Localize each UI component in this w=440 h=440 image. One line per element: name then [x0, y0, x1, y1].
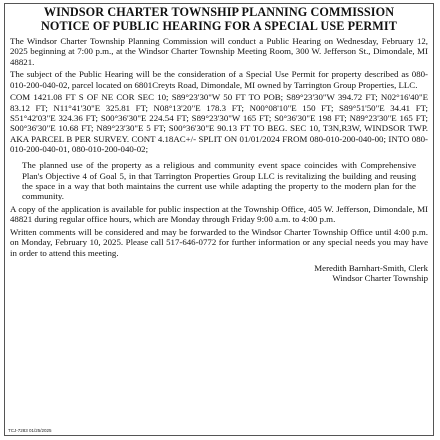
legal-description-paragraph: COM 1421.08 FT S OF NE COR SEC 10; S89°23'30"W 50 FT TO POB; S89°23'30"W 394.72 FT; N02°16'40"E 83.12 FT; N11°41'30"E 325.81 FT; N08°13'20"E 178.3 FT; N00°08'10"E 150 FT; S89°51'50"E 34.41 FT; S51°42'03"E 324.36 FT; S00°36'30"E 224.54 FT; S89°23'30"W 165 FT; S0°36'30"E 198 FT; N89°23'30"E 165 FT; S00°36'30"E 10.68 FT; N89°23'30"E 5 FT; S00°36'30"E 90.13 FT TO BEG. SEC 10, T3N,R3W, WINDSOR TWP. AKA PARCEL B PER SURVEY. CONT 4.18AC+/- SPLIT ON 01/01/2024 FROM 080-010-200-040-00; INTO 080-010-200-040-01, 080-010-200-040-02; [10, 92, 428, 154]
signature-name: Meredith Barnhart-Smith, Clerk [314, 262, 428, 273]
planned-use-paragraph: The planned use of the property as a religious and community event space coincides with Comprehensive Plan's Objective 4 of Goal 5, in that Tarrington Properties Group LLC is revitalizing the building and reusing the space in a way that both maintains the current use while adapting the property to the modern plan for the community. [22, 160, 416, 202]
permit-subject-paragraph: The subject of the Public Hearing will be the consideration of a Special Use Permit for property described as 080-010-200-040-02, parcel located on 6801Creyts Road, Dimondale, MI owned by Tarrington Group Properties, LLC. [10, 69, 428, 90]
publication-footer-code: TCJ-7283 01/25/2025 [8, 428, 52, 433]
hearing-announcement-paragraph: The Windsor Charter Township Planning Commission will conduct a Public Hearing on Wednesday, February 12, 2025 beginning at 7:00 p.m., at the Windsor Charter Township Meeting Room, 300 W. Jefferson St., Dimondale, MI 48821. [10, 36, 428, 67]
application-availability-paragraph: A copy of the application is available for public inspection at the Township Office, 405 W. Jefferson, Dimondale, MI 48821 during regular office hours, which are Monday through Friday 9:00 a.m. to 4:00 p.m. [10, 203, 428, 225]
public-notice [4, 3, 434, 436]
notice-title-line1: WINDSOR CHARTER TOWNSHIP PLANNING COMMISSION [43, 5, 395, 19]
written-comments-paragraph: Written comments will be considered and may be forwarded to the Windsor Charter Township Office until 4:00 p.m. on Monday, February 10, 2025. Please call 517-646-0772 for further information or any special needs you may have in order to attend this meeting. [10, 227, 428, 258]
signature-organization: Windsor Charter Township [332, 273, 428, 284]
notice-title-line2: NOTICE OF PUBLIC HEARING FOR A SPECIAL USE PERMIT [41, 18, 397, 33]
